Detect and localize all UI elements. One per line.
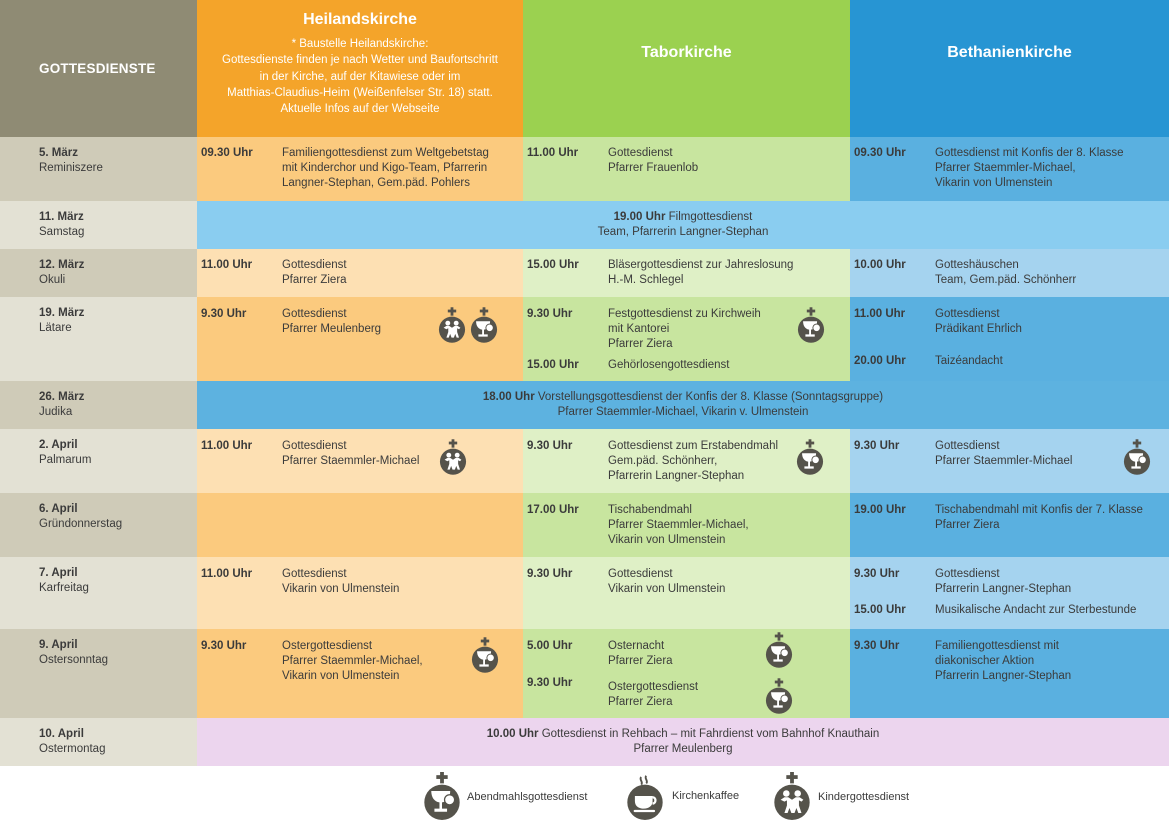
event-line: Gottesdienst	[608, 147, 673, 159]
event-line: Gottesdienst	[935, 568, 1000, 580]
event-time: 11.00 Uhr	[201, 568, 253, 580]
chalice-cross-icon	[797, 307, 825, 343]
heil-cell	[197, 629, 523, 718]
date: 9. April	[39, 639, 78, 651]
date: 2. April	[39, 439, 78, 451]
event-time: 18.00 Uhr	[482, 391, 535, 403]
event-line: Vikarin von Ulmenstein	[282, 670, 400, 682]
event-time: 9.30 Uhr	[854, 440, 900, 452]
event-time: 9.30 Uhr	[527, 440, 573, 452]
event-time: 11.00 Uhr	[854, 308, 906, 320]
event-time: 15.00 Uhr	[527, 259, 579, 271]
event-line: Pfarrer Ziera	[935, 519, 1000, 531]
day-name: Palmarum	[39, 454, 92, 466]
chalice-cross-icon	[423, 772, 461, 820]
event-time: 15.00 Uhr	[854, 604, 906, 616]
heil-cell	[197, 493, 523, 557]
legend-abendmahl-label: Abendmahlsgottesdienst	[467, 791, 588, 803]
event-line: Pfarrerin Langner-Stephan	[935, 670, 1072, 682]
event-line: Tischabendmahl mit Konfis der 7. Klasse	[935, 504, 1143, 516]
beth-cell	[850, 297, 1169, 381]
event-time: 19.00 Uhr	[854, 504, 906, 516]
event-line: Taizéandacht	[935, 355, 1003, 367]
event-time: 09.30 Uhr	[854, 147, 906, 159]
heil-cell	[197, 137, 523, 201]
event-line: Tischabendmahl	[608, 504, 692, 516]
day-name: Ostermontag	[39, 743, 106, 755]
event-line: Gottesdienst	[282, 440, 347, 452]
event-time: 9.30 Uhr	[854, 568, 900, 580]
event-line: Vorstellungsgottesdienst der Konfis der 8. Klasse (Sonntagsgruppe)	[537, 391, 884, 403]
tabor-cell	[523, 629, 850, 718]
event-line: Familiengottesdienst zum Weltgebetstag	[282, 147, 489, 159]
event-time: 19.00 Uhr	[613, 211, 666, 223]
event-line: Pfarrer Ziera	[608, 696, 673, 708]
event-line: Pfarrer Ziera	[608, 338, 673, 350]
event-line: Pfarrer Meulenberg	[633, 743, 733, 755]
event-time: 9.30 Uhr	[854, 640, 900, 652]
date-cell	[0, 297, 197, 381]
event-line: Ostergottesdienst	[282, 640, 373, 652]
date: 26. März	[39, 391, 85, 403]
header-taborkirche: Taborkirche	[523, 0, 850, 137]
event-line: Gottesdienst in Rehbach – mit Fahrdienst vom Bahnhof Knauthain	[541, 728, 880, 740]
legend-kinder-label: Kindergottesdienst	[818, 791, 910, 803]
event-line: Vikarin von Ulmenstein	[282, 583, 400, 595]
note-line: Matthias-Claudius-Heim (Weißenfelser Str. 18) statt.	[227, 86, 493, 99]
event-line: Gottesdienst	[935, 308, 1000, 320]
event-line: H.-M. Schlegel	[608, 274, 684, 286]
event-time: 10.00 Uhr	[854, 259, 906, 271]
date: 19. März	[39, 307, 85, 319]
chalice-cross-icon	[765, 632, 793, 668]
date-cell	[0, 493, 197, 557]
note-line: Gottesdienste finden je nach Wetter und Baufortschritt	[222, 54, 498, 67]
event-line: Gottesdienst	[935, 440, 1000, 452]
event-line: Pfarrerin Langner-Stephan	[608, 470, 745, 482]
day-name: Gründonnerstag	[39, 518, 123, 530]
tabor-cell	[523, 429, 850, 493]
event-line: Bläsergottesdienst zur Jahreslosung	[608, 259, 794, 271]
beth-cell	[850, 557, 1169, 629]
event-time: 9.30 Uhr	[527, 677, 573, 689]
date-cell	[0, 381, 197, 429]
event-line: Gottesdienst	[282, 259, 347, 271]
chalice-cross-icon	[471, 637, 499, 673]
event-line: Vikarin von Ulmenstein	[608, 583, 726, 595]
date: 5. März	[39, 147, 78, 159]
event-line: Gottesdienst mit Konfis der 8. Klasse	[935, 147, 1124, 159]
note-line: Aktuelle Infos auf der Webseite	[280, 103, 440, 116]
children-cross-icon	[438, 307, 466, 343]
event-line: Gehörlosengottesdienst	[608, 359, 730, 371]
event-line: Pfarrer Ziera	[608, 655, 673, 667]
heil-cell	[197, 557, 523, 629]
date: 6. April	[39, 503, 78, 515]
event-line: Pfarrer Staemmler-Michael,	[608, 519, 749, 531]
event-line: Pfarrer Staemmler-Michael,	[282, 655, 423, 667]
event-line: mit Kinderchor und Kigo-Team, Pfarrerin	[282, 162, 488, 174]
heil-cell	[197, 429, 523, 493]
event-line: Pfarrer Staemmler-Michael	[282, 455, 420, 467]
event-time: 11.00 Uhr	[527, 147, 579, 159]
day-name: Ostersonntag	[39, 654, 109, 666]
day-name: Judika	[39, 406, 73, 418]
event-time: 9.30 Uhr	[527, 568, 573, 580]
date: 7. April	[39, 567, 78, 579]
event-line: Team, Gem.päd. Schönherr	[935, 274, 1077, 286]
event-line: mit Kantorei	[608, 323, 670, 335]
legend-kaffee-label: Kirchenkaffee	[672, 790, 740, 802]
event-line: Festgottesdienst zu Kirchweih	[608, 308, 761, 320]
beth-cell	[850, 493, 1169, 557]
event-line: Filmgottesdienst	[668, 211, 753, 223]
event-line: Pfarrer Frauenlob	[608, 162, 699, 174]
tabor-cell	[523, 557, 850, 629]
event-time: 20.00 Uhr	[854, 355, 906, 367]
event-line: Vikarin von Ulmenstein	[608, 534, 726, 546]
chalice-cross-icon	[1123, 439, 1151, 475]
event-line: Gottesdienst	[608, 568, 673, 580]
day-name: Samstag	[39, 226, 85, 238]
event-line: Pfarrer Meulenberg	[282, 323, 382, 335]
joint-event-cell	[197, 381, 1169, 429]
heil-cell	[197, 297, 523, 381]
legend	[0, 770, 1169, 826]
event-line: Prädikant Ehrlich	[935, 323, 1022, 335]
beth-cell	[850, 629, 1169, 718]
date-cell	[0, 557, 197, 629]
date: 10. April	[39, 728, 84, 740]
date: 11. März	[39, 211, 84, 223]
beth-cell	[850, 429, 1169, 493]
date-cell	[0, 137, 197, 201]
event-time: 5.00 Uhr	[527, 640, 573, 652]
date-cell	[0, 718, 197, 766]
event-line: Familiengottesdienst mit	[935, 640, 1059, 652]
event-line: Musikalische Andacht zur Sterbestunde	[935, 604, 1137, 616]
date-cell	[0, 249, 197, 297]
heilandskirche-note	[197, 36, 523, 117]
coffee-cup-icon	[626, 772, 664, 820]
note-line: in der Kirche, auf der Kitawiese oder im	[259, 70, 461, 83]
header-heilandskirche	[197, 0, 523, 137]
event-line: Pfarrer Staemmler-Michael, Vikarin v. Ulmenstein	[557, 406, 809, 418]
event-time: 9.30 Uhr	[201, 308, 247, 320]
date-cell	[0, 429, 197, 493]
event-line: diakonischer Aktion	[935, 655, 1035, 667]
tabor-cell	[523, 137, 850, 201]
date: 12. März	[39, 259, 85, 271]
event-line: Gottesdienst zum Erstabendmahl	[608, 440, 779, 452]
chalice-cross-icon	[796, 439, 824, 475]
children-cross-icon	[439, 439, 467, 475]
tabor-cell	[523, 297, 850, 381]
day-name: Lätare	[39, 322, 72, 334]
beth-cell	[850, 249, 1169, 297]
children-cross-icon	[773, 772, 811, 820]
event-line: Vikarin von Ulmenstein	[935, 177, 1053, 189]
event-time: 09.30 Uhr	[201, 147, 253, 159]
day-name: Okuli	[39, 274, 66, 286]
event-line: Langner-Stephan, Gem.päd. Pohlers	[282, 177, 470, 189]
event-line: Gottesdienst	[282, 308, 347, 320]
day-name: Karfreitag	[39, 582, 89, 594]
tabor-cell	[523, 249, 850, 297]
joint-event-cell	[197, 718, 1169, 766]
chalice-cross-icon	[470, 307, 498, 343]
event-time: 10.00 Uhr	[486, 728, 539, 740]
date-cell	[0, 201, 197, 249]
chalice-cross-icon	[765, 678, 793, 714]
heil-cell	[197, 249, 523, 297]
event-line: Team, Pfarrerin Langner-Stephan	[597, 226, 769, 238]
event-line: Gotteshäuschen	[935, 259, 1019, 271]
event-time: 15.00 Uhr	[527, 359, 579, 371]
heilandskirche-title: Heilandskirche	[303, 11, 417, 28]
event-line: Pfarrer Ziera	[282, 274, 347, 286]
event-line: Gem.päd. Schönherr,	[608, 455, 718, 467]
event-time: 9.30 Uhr	[527, 308, 573, 320]
event-line: Ostergottesdienst	[608, 681, 699, 693]
event-time: 11.00 Uhr	[201, 259, 253, 271]
date-cell	[0, 629, 197, 718]
day-name: Reminiszere	[39, 162, 103, 174]
header-bethanienkirche: Bethanienkirche	[850, 0, 1169, 137]
joint-event-cell	[197, 201, 1169, 249]
beth-cell	[850, 137, 1169, 201]
note-line: * Baustelle Heilandskirche:	[291, 38, 429, 50]
event-line: Pfarrer Staemmler-Michael,	[935, 162, 1076, 174]
event-time: 9.30 Uhr	[201, 640, 247, 652]
tabor-cell	[523, 493, 850, 557]
event-line: Osternacht	[608, 640, 665, 652]
event-line: Gottesdienst	[282, 568, 347, 580]
event-line: Pfarrer Staemmler-Michael	[935, 455, 1073, 467]
event-line: Pfarrerin Langner-Stephan	[935, 583, 1072, 595]
event-time: 17.00 Uhr	[527, 504, 579, 516]
header-gottesdienste: GOTTESDIENSTE	[0, 0, 197, 137]
event-time: 11.00 Uhr	[201, 440, 253, 452]
